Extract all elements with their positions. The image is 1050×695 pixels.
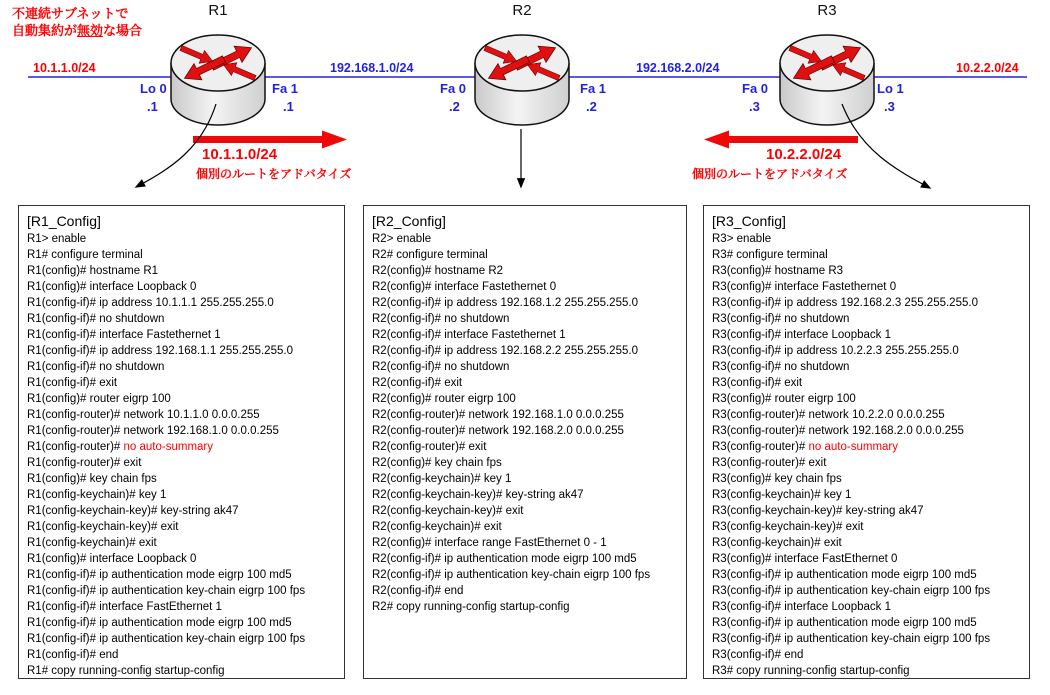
- config-line: R3# copy running-config startup-config: [712, 665, 910, 677]
- router-icon-r2: [475, 35, 569, 125]
- config-line: R2> enable: [372, 233, 432, 245]
- ip-label-r1-lo0: .1: [147, 99, 158, 114]
- config-line: R2(config)# hostname R2: [372, 265, 504, 277]
- advertise-caption-r1: 個別のルートをアドバタイズ: [196, 167, 352, 181]
- config-line: R3(config-if)# end: [712, 649, 804, 661]
- config-line: R2(config)# key chain fps: [372, 457, 502, 469]
- if-label-r1-fa1: Fa 1: [272, 81, 299, 96]
- config-line: R1(config-keychain)# exit: [27, 537, 157, 549]
- config-line: R3(config)# router eigrp 100: [712, 393, 856, 405]
- config-line: R3(config-if)# ip authentication key-chain eigrp 100 fps: [712, 633, 991, 645]
- config-line: R1(config-if)# ip address 10.1.1.1 255.255.255.0: [27, 297, 274, 309]
- if-label-r2-fa1: Fa 1: [580, 81, 607, 96]
- config-line: R3(config-if)# ip authentication key-chain eigrp 100 fps: [712, 585, 991, 597]
- ip-label-r3-lo1: .3: [884, 99, 895, 114]
- network-label-10-2-2-0: 10.2.2.0/24: [956, 61, 1019, 75]
- config-line: R3(config-keychain)# exit: [712, 537, 842, 549]
- config-line: R1(config-if)# exit: [27, 377, 118, 389]
- note-line-2: 自動集約が無効な場合: [12, 23, 143, 38]
- router-name-r3: R3: [817, 2, 837, 19]
- config-lines-r3: [712, 231, 1029, 679]
- network-label-192-168-1-0: 192.168.1.0/24: [330, 61, 414, 75]
- config-line: R2# configure terminal: [372, 249, 488, 261]
- config-line: R3(config)# interface FastEthernet 0: [712, 553, 898, 565]
- config-line: R2# copy running-config startup-config: [372, 601, 570, 613]
- config-line: R1(config)# interface Loopback 0: [27, 281, 197, 293]
- config-line: R2(config-if)# end: [372, 585, 464, 597]
- config-line: R1# copy running-config startup-config: [27, 665, 225, 677]
- config-line: R3(config-keychain-key)# exit: [712, 521, 864, 533]
- config-line: R2(config-router)# exit: [372, 441, 487, 453]
- config-line: R2(config)# router eigrp 100: [372, 393, 516, 405]
- config-line: R2(config-if)# ip address 192.168.2.2 255.255.255.0: [372, 345, 638, 357]
- config-line: R1(config-if)# end: [27, 649, 119, 661]
- config-line: R1(config)# router eigrp 100: [27, 393, 171, 405]
- network-label-10-1-1-0: 10.1.1.0/24: [33, 61, 96, 75]
- ip-label-r2-fa0: .2: [449, 99, 460, 114]
- config-line: R2(config)# interface Fastethernet 0: [372, 281, 557, 293]
- config-line: R3(config-if)# no shutdown: [712, 361, 850, 373]
- config-line: R3(config-if)# ip address 192.168.2.3 255.255.255.0: [712, 297, 978, 309]
- config-box-r1: [18, 205, 345, 679]
- if-label-r1-lo0: Lo 0: [140, 81, 167, 96]
- config-line: R3(config-router)# network 192.168.2.0 0.0.0.255: [712, 425, 964, 437]
- config-line: R2(config-if)# exit: [372, 377, 463, 389]
- config-line: R3(config-if)# ip authentication mode eigrp 100 md5: [712, 617, 977, 629]
- config-line: R2(config-if)# interface Fastethernet 1: [372, 329, 566, 341]
- config-line: R3(config-if)# interface Loopback 1: [712, 329, 891, 341]
- config-line: R2(config-keychain)# exit: [372, 521, 502, 533]
- ip-label-r2-fa1: .2: [586, 99, 597, 114]
- config-line: R1(config-if)# no shutdown: [27, 361, 165, 373]
- config-line: R2(config-keychain)# key 1: [372, 473, 512, 485]
- config-line: R1(config-if)# ip authentication key-chain eigrp 100 fps: [27, 585, 306, 597]
- router-name-r2: R2: [512, 2, 532, 19]
- config-line: R3> enable: [712, 233, 772, 245]
- config-line: R2(config-if)# no shutdown: [372, 361, 510, 373]
- config-line: R3(config-router)# network 10.2.2.0 0.0.0.255: [712, 409, 945, 421]
- config-line: R1(config-router)# network 10.1.1.0 0.0.0.255: [27, 409, 260, 421]
- advertise-network-r3: 10.2.2.0/24: [766, 146, 842, 163]
- config-line: R1(config-if)# interface Fastethernet 1: [27, 329, 221, 341]
- config-line: R2(config-if)# no shutdown: [372, 313, 510, 325]
- advertise-caption-r3: 個別のルートをアドバタイズ: [692, 167, 848, 181]
- config-line: R2(config-router)# network 192.168.1.0 0.0.0.255: [372, 409, 624, 421]
- config-line: R1(config)# interface Loopback 0: [27, 553, 197, 565]
- config-line: R1(config-router)# network 192.168.1.0 0.0.0.255: [27, 425, 279, 437]
- router-name-r1: R1: [208, 2, 228, 19]
- config-line: R1(config-if)# ip address 192.168.1.1 255.255.255.0: [27, 345, 293, 357]
- config-line: R1(config-if)# ip authentication mode eigrp 100 md5: [27, 617, 292, 629]
- config-line: R3(config-if)# ip address 10.2.2.3 255.255.255.0: [712, 345, 959, 357]
- config-lines-r1: [27, 231, 344, 679]
- config-line: R3(config-keychain)# key 1: [712, 489, 852, 501]
- config-lines-r2: [372, 231, 686, 615]
- network-label-192-168-2-0: 192.168.2.0/24: [636, 61, 720, 75]
- note-line-1: 不連続サブネットで: [12, 6, 129, 21]
- config-line: R2(config-keychain-key)# exit: [372, 505, 524, 517]
- config-line: R2(config-if)# ip address 192.168.1.2 255.255.255.0: [372, 297, 638, 309]
- config-line: R3(config-if)# ip authentication mode eigrp 100 md5: [712, 569, 977, 581]
- config-line: R3(config-router)# no auto-summary: [712, 441, 898, 453]
- config-line: R1(config-router)# exit: [27, 457, 142, 469]
- router-icon-r1: [171, 35, 265, 125]
- config-line: R3(config)# key chain fps: [712, 473, 842, 485]
- config-line: R1(config-if)# ip authentication key-chain eigrp 100 fps: [27, 633, 306, 645]
- config-line: R3(config)# hostname R3: [712, 265, 844, 277]
- config-title-r1: [R1_Config]: [27, 213, 101, 229]
- config-line: R2(config-keychain-key)# key-string ak47: [372, 489, 584, 501]
- config-box-r3: [703, 205, 1030, 679]
- config-line: R1(config-keychain-key)# exit: [27, 521, 179, 533]
- config-line: R3(config-if)# interface Loopback 1: [712, 601, 891, 613]
- config-line: R3(config-if)# exit: [712, 377, 803, 389]
- config-title-r2: [R2_Config]: [372, 213, 446, 229]
- config-line: R1(config-if)# ip authentication mode eigrp 100 md5: [27, 569, 292, 581]
- config-line: R1(config-keychain-key)# key-string ak47: [27, 505, 239, 517]
- config-line: R3(config-if)# no shutdown: [712, 313, 850, 325]
- config-line: R1# configure terminal: [27, 249, 143, 261]
- if-label-r3-lo1: Lo 1: [877, 81, 904, 96]
- config-line: R3# configure terminal: [712, 249, 828, 261]
- advertise-network-r1: 10.1.1.0/24: [202, 146, 278, 163]
- ip-label-r1-fa1: .1: [283, 99, 294, 114]
- config-line: R1> enable: [27, 233, 87, 245]
- config-line: R1(config)# key chain fps: [27, 473, 157, 485]
- config-line: R2(config)# interface range FastEthernet 0 - 1: [372, 537, 607, 549]
- config-line: R1(config-router)# no auto-summary: [27, 441, 213, 453]
- config-line: R3(config-router)# exit: [712, 457, 827, 469]
- ip-label-r3-fa0: .3: [749, 99, 760, 114]
- config-line: R2(config-router)# network 192.168.2.0 0.0.0.255: [372, 425, 624, 437]
- config-line: R1(config-keychain)# key 1: [27, 489, 167, 501]
- config-line: R2(config-if)# ip authentication key-chain eigrp 100 fps: [372, 569, 651, 581]
- config-line: R3(config-keychain-key)# key-string ak47: [712, 505, 924, 517]
- if-label-r3-fa0: Fa 0: [742, 81, 769, 96]
- config-line: R1(config-if)# no shutdown: [27, 313, 165, 325]
- config-line: R1(config-if)# interface FastEthernet 1: [27, 601, 222, 613]
- config-box-r2: [363, 205, 687, 679]
- discontiguous-subnet-note: [12, 5, 142, 39]
- router-icon-r3: [780, 35, 874, 125]
- if-label-r2-fa0: Fa 0: [440, 81, 467, 96]
- config-line: R1(config)# hostname R1: [27, 265, 159, 277]
- config-line: R3(config)# interface Fastethernet 0: [712, 281, 897, 293]
- config-title-r3: [R3_Config]: [712, 213, 786, 229]
- config-line: R2(config-if)# ip authentication mode eigrp 100 md5: [372, 553, 637, 565]
